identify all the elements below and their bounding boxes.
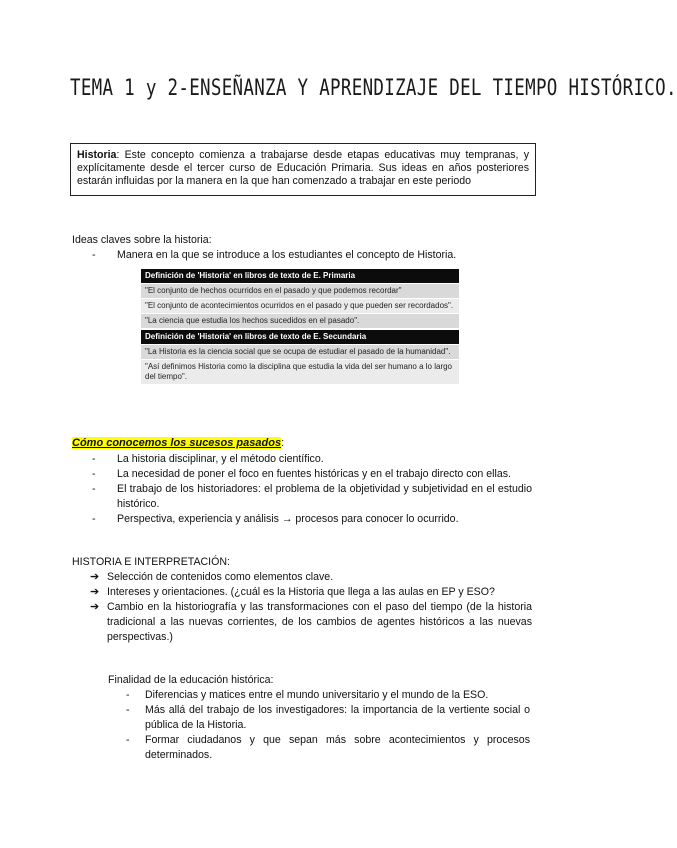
definition-term: Historia <box>77 149 117 161</box>
list-item: ➔ Intereses y orientaciones. (¿cuál es la Historia que llega a las aulas en EP y ESO? <box>90 586 495 598</box>
list-item: - Formar ciudadanos y que sepan más sobre acontecimientos y procesos determinados. <box>126 734 530 761</box>
definition-box <box>70 143 536 196</box>
table-row: "La ciencia que estudia los hechos sucedidos en el pasado". <box>141 313 459 328</box>
definitions-table <box>141 269 459 384</box>
table-header-primaria: Definición de 'Historia' en libros de texto de E. Primaria <box>141 269 459 283</box>
list-item: - El trabajo de los historiadores: el problema de la objetividad y subjetividad en el estudio histórico. <box>92 483 532 510</box>
definition-text: : Este concepto comienza a trabajarse desde etapas educativas muy tempranas, y explícitamente desde el tercer curso de Educación Primaria. Sus ideas en años posteriores estarán influidas por la manera en la que han comenzado a trabajar en este periodo <box>77 149 529 187</box>
section-heading-interpretacion: HISTORIA E INTERPRETACIÓN: <box>72 556 230 568</box>
list-item: - Perspectiva, experiencia y análisis → procesos para conocer lo ocurrido. <box>92 513 459 525</box>
table-row: "El conjunto de hechos ocurridos en el pasado y que podemos recordar" <box>141 283 459 298</box>
list-item: - Manera en la que se introduce a los estudiantes el concepto de Historia. <box>92 249 457 261</box>
list-item: ➔ Selección de contenidos como elementos clave. <box>90 571 334 583</box>
page-title: TEMA 1 y 2-ENSEÑANZA Y APRENDIZAJE DEL TIEMPO HISTÓRICO. <box>70 76 677 101</box>
list-item: - Más allá del trabajo de los investigadores: la importancia de la vertiente social o pública de la Historia. <box>126 704 530 731</box>
table-row: "La Historia es la ciencia social que se ocupa de estudiar el pasado de la humanidad". <box>141 344 459 359</box>
section-heading-finalidad: Finalidad de la educación histórica: <box>108 674 274 686</box>
ideas-heading: Ideas claves sobre la historia: <box>72 234 212 246</box>
table-row: "Así definimos Historia como la disciplina que estudia la vida del ser humano a lo largo del tiempo". <box>141 359 459 384</box>
table-row: "El conjunto de acontecimientos ocurridos en el pasado y que pueden ser recordados". <box>141 298 459 313</box>
list-item: - La historia disciplinar, y el método científico. <box>92 453 324 465</box>
list-item: ➔ Cambio en la historiografía y las transformaciones con el paso del tiempo (de la historia tradicional a las nuevas corrientes, de los cambios de agentes históricos a las nuevas perspectivas.) <box>90 601 532 643</box>
section-heading-conocemos: Cómo conocemos los sucesos pasados: <box>72 437 285 449</box>
list-item: - Diferencias y matices entre el mundo universitario y el mundo de la ESO. <box>126 689 489 701</box>
list-item: - La necesidad de poner el foco en fuentes históricas y en el trabajo directo con ellas. <box>92 468 511 480</box>
table-header-secundaria: Definición de 'Historia' en libros de texto de E. Secundaria <box>141 330 459 344</box>
